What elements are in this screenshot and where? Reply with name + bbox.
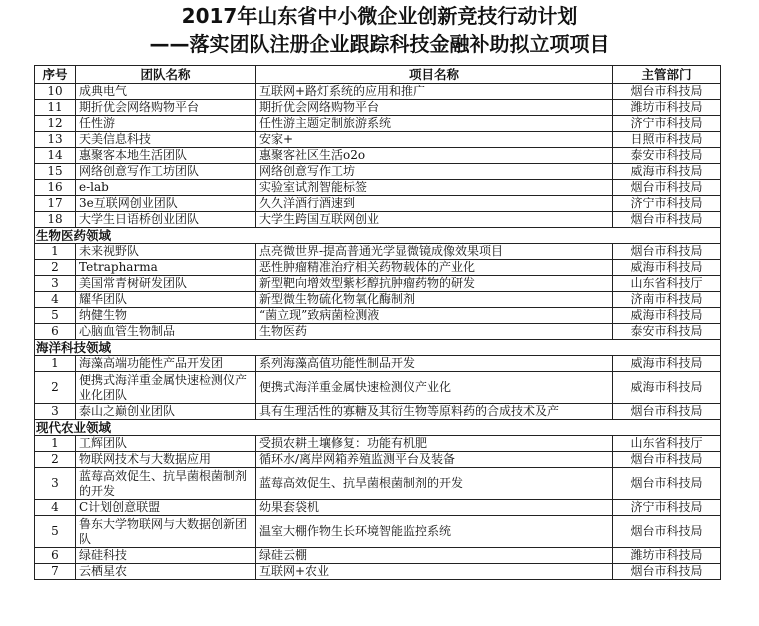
department: 烟台市科技局 [613, 180, 721, 196]
row-number: 7 [35, 564, 76, 580]
team-name: 未来视野队 [76, 244, 256, 260]
team-name: 泰山之巅创业团队 [76, 404, 256, 420]
table-row [35, 404, 721, 420]
team-name: 云栖星农 [76, 564, 256, 580]
table-row [35, 564, 721, 580]
table-row [35, 148, 721, 164]
team-name: 海藻高端功能性产品开发团 [76, 356, 256, 372]
team-name: 蓝莓高效促生、抗旱菌根菌制剂的开发 [76, 468, 256, 500]
row-number: 11 [35, 100, 76, 116]
row-number: 6 [35, 548, 76, 564]
table-row [35, 356, 721, 372]
project-name: 期折优会网络购物平台 [256, 100, 613, 116]
team-name: 工辉团队 [76, 436, 256, 452]
row-number: 1 [35, 244, 76, 260]
department: 日照市科技局 [613, 132, 721, 148]
table-body [35, 84, 721, 580]
department: 山东省科技厅 [613, 276, 721, 292]
row-number: 5 [35, 308, 76, 324]
project-name: 循环水/离岸网箱养殖监测平台及装备 [256, 452, 613, 468]
department: 烟台市科技局 [613, 84, 721, 100]
row-number: 12 [35, 116, 76, 132]
department: 烟台市科技局 [613, 516, 721, 548]
team-name: 网络创意写作工坊团队 [76, 164, 256, 180]
column-header-team: 团队名称 [76, 66, 256, 84]
project-name: 受损农耕土壤修复：功能有机肥 [256, 436, 613, 452]
section-title: 现代农业领域 [35, 420, 721, 436]
project-name: 蓝莓高效促生、抗旱菌根菌制剂的开发 [256, 468, 613, 500]
team-name: e-lab [76, 180, 256, 196]
document-subtitle: ——落实团队注册企业跟踪科技金融补助拟立项项目 [149, 32, 610, 56]
project-name: 便携式海洋重金属快速检测仪产业化 [256, 372, 613, 404]
department: 烟台市科技局 [613, 212, 721, 228]
row-number: 3 [35, 468, 76, 500]
department: 泰安市科技局 [613, 324, 721, 340]
project-name: 网络创意写作工坊 [256, 164, 613, 180]
department: 威海市科技局 [613, 308, 721, 324]
department: 烟台市科技局 [613, 468, 721, 500]
table-header-row [35, 66, 721, 84]
team-name: C计划创意联盟 [76, 500, 256, 516]
row-number: 6 [35, 324, 76, 340]
row-number: 3 [35, 404, 76, 420]
row-number: 2 [35, 452, 76, 468]
team-name: 耀华团队 [76, 292, 256, 308]
row-number: 2 [35, 372, 76, 404]
project-name: 惠聚客社区生活o2o [256, 148, 613, 164]
department: 威海市科技局 [613, 260, 721, 276]
department: 济宁市科技局 [613, 196, 721, 212]
department: 威海市科技局 [613, 372, 721, 404]
row-number: 17 [35, 196, 76, 212]
project-name: 任性游主题定制旅游系统 [256, 116, 613, 132]
project-name: 点亮微世界-提高普通光学显微镜成像效果项目 [256, 244, 613, 260]
project-name: 新型微生物硫化物氧化酶制剂 [256, 292, 613, 308]
row-number: 2 [35, 260, 76, 276]
department: 山东省科技厅 [613, 436, 721, 452]
project-name: 互联网+农业 [256, 564, 613, 580]
project-name: “菌立现”致病菌检测液 [256, 308, 613, 324]
section-title: 生物医药领域 [35, 228, 721, 244]
project-name: 安家+ [256, 132, 613, 148]
department: 威海市科技局 [613, 356, 721, 372]
table-row [35, 516, 721, 548]
department: 烟台市科技局 [613, 452, 721, 468]
project-name: 幼果套袋机 [256, 500, 613, 516]
team-name: 天美信息科技 [76, 132, 256, 148]
section-row [35, 340, 721, 356]
row-number: 4 [35, 500, 76, 516]
team-name: 绿硅科技 [76, 548, 256, 564]
project-name: 久久洋酒行酒速到 [256, 196, 613, 212]
table-row [35, 436, 721, 452]
row-number: 5 [35, 516, 76, 548]
table-row [35, 212, 721, 228]
project-name: 具有生理活性的寡糖及其衍生物等原料药的合成技术及产 [256, 404, 613, 420]
table-row [35, 276, 721, 292]
team-name: 便携式海洋重金属快速检测仪产业化团队 [76, 372, 256, 404]
department: 济南市科技局 [613, 292, 721, 308]
project-table [34, 65, 721, 580]
project-name: 温室大棚作物生长环境智能监控系统 [256, 516, 613, 548]
project-name: 生物医药 [256, 324, 613, 340]
row-number: 15 [35, 164, 76, 180]
team-name: 心脑血管生物制品 [76, 324, 256, 340]
project-name: 系列海藻高值功能性制品开发 [256, 356, 613, 372]
project-name: 互联网+路灯系统的应用和推广 [256, 84, 613, 100]
table-row [35, 180, 721, 196]
table-row [35, 308, 721, 324]
section-row [35, 228, 721, 244]
project-name: 新型靶向增效型紫杉醇抗肿瘤药物的研发 [256, 276, 613, 292]
department: 威海市科技局 [613, 164, 721, 180]
document-title: 2017年山东省中小微企业创新竞技行动计划 [181, 4, 578, 28]
row-number: 1 [35, 356, 76, 372]
table-row [35, 196, 721, 212]
team-name: 惠聚客本地生活团队 [76, 148, 256, 164]
row-number: 18 [35, 212, 76, 228]
team-name: 成典电气 [76, 84, 256, 100]
table-row [35, 244, 721, 260]
table-row [35, 164, 721, 180]
project-name: 大学生跨国互联网创业 [256, 212, 613, 228]
column-header-no: 序号 [35, 66, 76, 84]
department: 济宁市科技局 [613, 500, 721, 516]
table-row [35, 132, 721, 148]
department: 泰安市科技局 [613, 148, 721, 164]
team-name: 大学生日语桥创业团队 [76, 212, 256, 228]
department: 烟台市科技局 [613, 564, 721, 580]
row-number: 3 [35, 276, 76, 292]
team-name: 美国常青树研发团队 [76, 276, 256, 292]
row-number: 16 [35, 180, 76, 196]
table-row [35, 372, 721, 404]
table-row [35, 452, 721, 468]
project-name: 实验室试剂智能标签 [256, 180, 613, 196]
department: 烟台市科技局 [613, 404, 721, 420]
section-row [35, 420, 721, 436]
row-number: 13 [35, 132, 76, 148]
row-number: 14 [35, 148, 76, 164]
column-header-project: 项目名称 [256, 66, 613, 84]
project-name: 绿硅云棚 [256, 548, 613, 564]
table-row [35, 500, 721, 516]
department: 潍坊市科技局 [613, 100, 721, 116]
section-title: 海洋科技领域 [35, 340, 721, 356]
team-name: Tetrapharma [76, 260, 256, 276]
table-row [35, 548, 721, 564]
team-name: 期折优会网络购物平台 [76, 100, 256, 116]
table-row [35, 260, 721, 276]
department: 烟台市科技局 [613, 244, 721, 260]
team-name: 3e互联网创业团队 [76, 196, 256, 212]
table-row [35, 324, 721, 340]
column-header-dept: 主管部门 [613, 66, 721, 84]
team-name: 纳健生物 [76, 308, 256, 324]
row-number: 4 [35, 292, 76, 308]
team-name: 任性游 [76, 116, 256, 132]
table-row [35, 292, 721, 308]
table-row [35, 100, 721, 116]
department: 济宁市科技局 [613, 116, 721, 132]
department: 潍坊市科技局 [613, 548, 721, 564]
row-number: 1 [35, 436, 76, 452]
row-number: 10 [35, 84, 76, 100]
table-row [35, 84, 721, 100]
table-row [35, 468, 721, 500]
project-name: 恶性肿瘤精准治疗相关药物载体的产业化 [256, 260, 613, 276]
team-name: 鲁东大学物联网与大数据创新团队 [76, 516, 256, 548]
team-name: 物联网技术与大数据应用 [76, 452, 256, 468]
table-row [35, 116, 721, 132]
